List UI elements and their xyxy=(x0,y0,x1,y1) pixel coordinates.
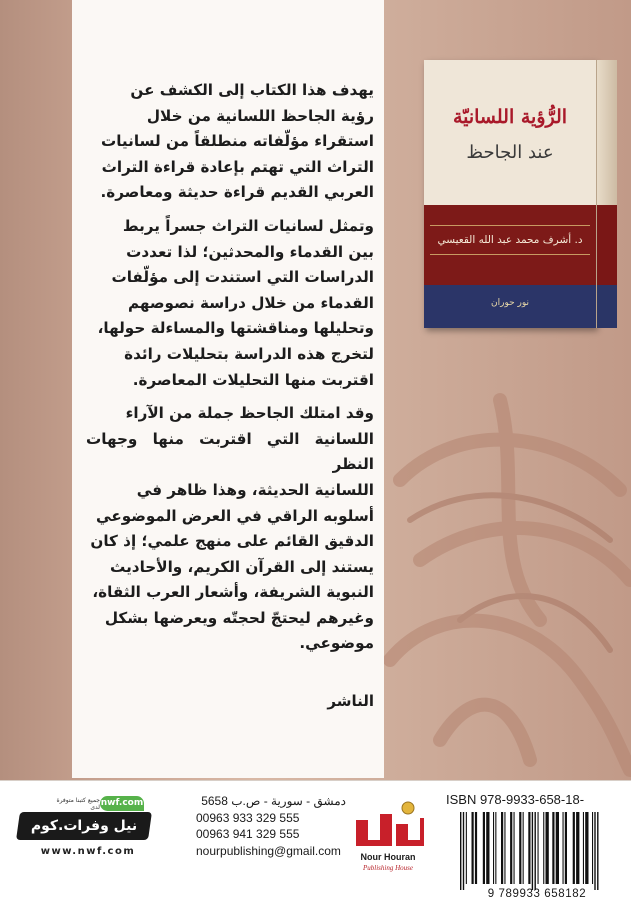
barcode-bar xyxy=(576,812,579,884)
blurb-line: بين القدماء والمحدثين؛ لذا تعددت xyxy=(126,242,374,261)
barcode-bar xyxy=(486,812,489,884)
publisher-logo-house: Publishing House xyxy=(363,864,413,872)
barcode-bar xyxy=(594,812,595,890)
barcode-bar xyxy=(546,812,549,884)
barcode-bar xyxy=(475,812,477,884)
barcode-bar xyxy=(493,812,494,884)
calligraphy-watermark xyxy=(380,360,631,780)
blurb-line: العربي القديم قراءة حديثة ومعاصرة. xyxy=(100,183,374,202)
blurb-line: يهدف هذا الكتاب إلى الكشف عن xyxy=(130,81,374,99)
book-front-cover xyxy=(424,60,596,328)
book-spine-blue xyxy=(597,285,617,328)
barcode-bar xyxy=(472,812,474,884)
barcode-bar xyxy=(483,812,485,884)
contact-phone-2: 00963 941 329 555 xyxy=(196,827,300,841)
blurb-line: وقد امتلك الجاحظ جملة من الآراء xyxy=(125,404,374,423)
contact-email: nourpublishing@gmail.com xyxy=(196,843,341,858)
barcode-bar xyxy=(504,812,505,884)
barcode-bar xyxy=(573,812,575,884)
book-red-band xyxy=(424,205,596,285)
nwf-logo-text: نيل وفرات.كوم xyxy=(30,818,138,834)
barcode-bar xyxy=(460,812,461,890)
barcode-number: 9 789933 658182 xyxy=(487,888,587,900)
blurb-line: يستند إلى القرآن الكريم، والأحاديث xyxy=(110,557,374,576)
barcode-bar xyxy=(583,812,584,884)
publisher-contact xyxy=(196,793,346,859)
book-blurb xyxy=(86,78,374,657)
book-spine xyxy=(596,60,617,328)
contact-phone-1: 00963 933 329 555 xyxy=(196,810,300,825)
barcode-bar xyxy=(585,812,588,884)
contact-address: دمشق - سورية - ص.ب 5658 xyxy=(201,794,346,808)
barcode-bar xyxy=(538,812,539,884)
publisher-signature: الناشر xyxy=(327,692,374,710)
barcode-bar xyxy=(510,812,512,884)
publisher-logo-icon xyxy=(350,800,426,850)
barcode-bar xyxy=(556,812,559,884)
book-mockup xyxy=(424,60,620,330)
book-publisher: نور حوران xyxy=(490,298,530,308)
barcode-bar xyxy=(552,812,554,884)
nwf-advert xyxy=(10,788,160,868)
blurb-line: أسلوبه الراقي في العرض الموضوعي xyxy=(95,506,374,525)
blurb-line: رؤية الجاحظ اللسانية من خلال xyxy=(146,106,374,125)
barcode-bar xyxy=(528,812,530,884)
blurb-line: النبوية الشريفة، وأشعار العرب الثقاة، xyxy=(92,583,374,602)
barcode xyxy=(456,812,626,890)
barcode-bar xyxy=(519,812,521,884)
barcode-bar xyxy=(466,812,467,884)
nwf-url: www.nwf.com xyxy=(40,846,136,857)
book-blue-band xyxy=(424,285,596,328)
blurb-line: وغيرهم ليحتجّ لحجتّه ويعرضها بشكل xyxy=(104,608,374,627)
barcode-bar xyxy=(565,812,567,884)
barcode-bar xyxy=(501,812,503,884)
blurb-line: الدقيق القائم على منهج علمي؛ إذ كان xyxy=(90,532,374,551)
book-subtitle: عند الجاحظ xyxy=(466,142,554,163)
barcode-bar xyxy=(463,812,464,890)
nwf-logo xyxy=(16,812,152,840)
blurb-line: القدماء من خلال دراسة نصوصهم xyxy=(127,293,374,312)
barcode-bar xyxy=(592,812,593,884)
isbn-label: ISBN 978-9933-658-18- xyxy=(446,792,585,807)
barcode-bar xyxy=(532,812,533,890)
barcode-bar xyxy=(563,812,564,884)
blurb-line: وتحليلها ومناقشتها والمساءلة حولها، xyxy=(97,319,374,338)
barcode-bar xyxy=(523,812,524,884)
book-author: د. أشرف محمد عبد الله القعيسي xyxy=(430,225,590,255)
publisher-logo xyxy=(348,792,428,882)
book-title: الرُّؤية اللسانيّة xyxy=(452,106,568,128)
blurb-line: استقراء مؤلّفاته منطلقاً من لسانيات xyxy=(100,132,374,151)
book-spine-red xyxy=(597,205,617,285)
blurb-line: اقتربت منها التحليلات المعاصرة. xyxy=(132,370,374,389)
blurb-line: اللسانية الحديثة، وهذا ظاهر في xyxy=(136,480,374,499)
blurb-line: اللسانية التي اقتربت منها وجهات النظر xyxy=(86,429,374,474)
blurb-line: لتخرج هذه الدراسة بتحليلات رائدة xyxy=(124,344,374,363)
blurb-line: وتمثل لسانيات التراث جسراً يربط xyxy=(122,216,374,235)
barcode-bar xyxy=(495,812,496,884)
blurb-line: الدراسات التي استندت إلى مؤلّفات xyxy=(111,268,374,287)
nwf-tagline: جميع كتبنا متوفرة لدى xyxy=(56,797,100,811)
barcode-bar xyxy=(535,812,536,890)
publisher-logo-name: Nour Houran xyxy=(360,852,416,862)
blurb-line: موضوعي. xyxy=(299,634,374,653)
blurb-line: التراث التي تهتم بإعادة قراءة التراث xyxy=(101,157,374,176)
barcode-bar xyxy=(514,812,515,884)
barcode-bar xyxy=(597,812,598,890)
barcode-bar xyxy=(543,812,544,884)
nwf-badge: nwf.com xyxy=(100,796,144,811)
